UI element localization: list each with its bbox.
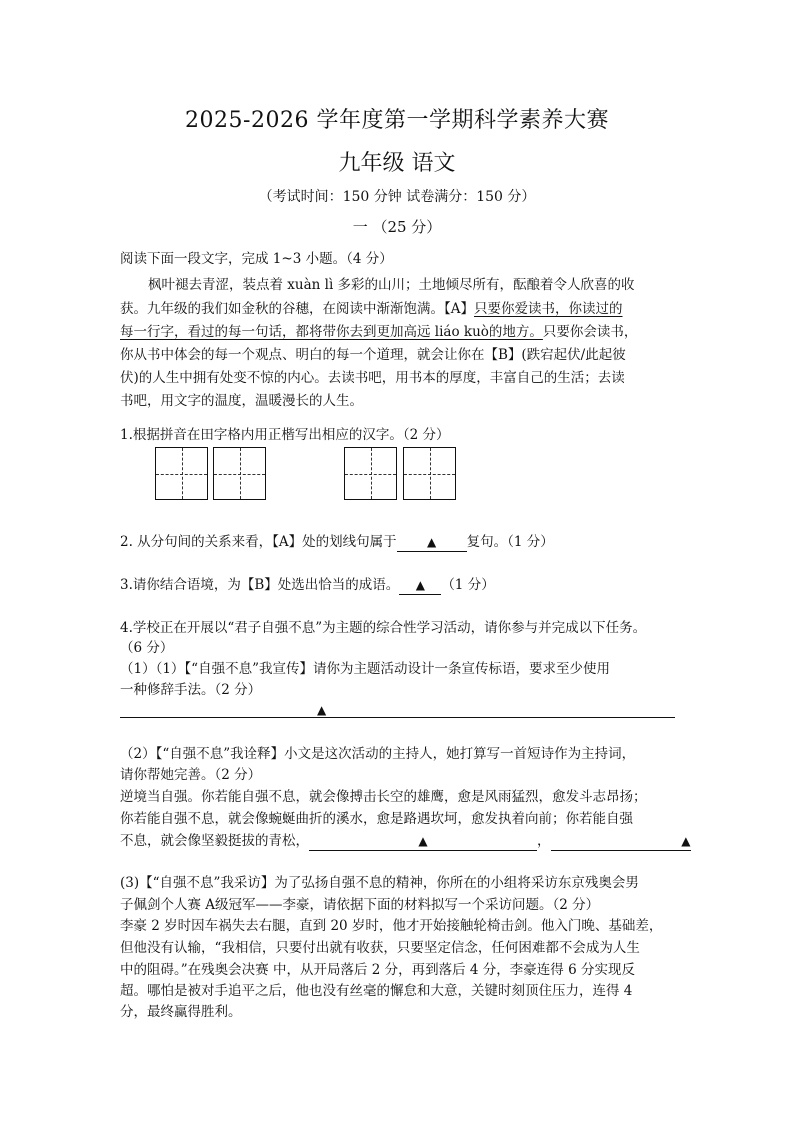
question-4-2-line-4: 你若能自强不息，就会像蜿蜒曲折的溪水，愈是路遇坎坷，愈发执着向前；你若能自强: [120, 811, 633, 827]
question-4-3-line-3: 李豪 2 岁时因车祸失去右腿，直到 20 岁时，他才开始接触轮椅击剑。他入门晚、基础差，: [120, 918, 663, 934]
question-4-3-line-4: 但他没有认输，“我相信，只要付出就有收获，只要坚定信念，任何困难都不会成为人生: [120, 940, 640, 956]
section-one-heading: 一 （25 分）: [352, 218, 442, 236]
question-3-blank[interactable]: [399, 576, 441, 595]
question-2-text: 2. 从分句间的关系来看，【A】处的划线句属于: [120, 534, 397, 550]
question-3-suffix: （1 分）: [441, 577, 495, 593]
answer-line-marker: ▲: [317, 703, 327, 717]
passage-underlined-a-2: 每一行字，看过的每一句话，都将带你去到更加高远 liáo kuò的地方。: [120, 324, 543, 340]
passage-line-4: 你从书中体会的每一个观点、明白的每一个道理，就会让你在【B】(跌宕起伏/此起彼: [120, 347, 626, 363]
question-4-3-line-2: 子佩剑个人赛 A级冠军——李豪，请依据下面的材料拟写一个采访问题。（2 分）: [120, 897, 600, 913]
exam-title: 2025-2026 学年度第一学期科学素养大赛: [185, 108, 609, 133]
passage-line-5: 伏)的人生中拥有处变不惊的内心。去读书吧，用书本的厚度，丰富自己的生活；去读: [120, 370, 625, 386]
tianzige-box-3[interactable]: [344, 447, 397, 500]
poem-blank-2[interactable]: [551, 832, 691, 851]
blank-marker: ▲: [427, 535, 437, 549]
exam-subtitle: 九年级 语文: [338, 151, 456, 176]
question-1: 1.根据拼音在田字格内用正楷写出相应的汉字。（2 分）: [120, 427, 450, 443]
tianzige-box-2[interactable]: [213, 447, 266, 500]
blank-comma: ，: [537, 833, 551, 849]
question-4-line-1: 4.学校正在开展以“君子自强不息”为主题的综合性学习活动，请你参与并完成以下任务。: [120, 620, 647, 636]
question-4-line-2: （6 分）: [120, 640, 174, 656]
passage-line-3: [120, 323, 637, 341]
passage-line-2-text: 获。九年级的我们如金秋的谷穗，在阅读中渐渐饱满。【A】: [120, 301, 474, 317]
blank-marker: ▲: [415, 578, 425, 592]
question-4-2-line-3: 逆境当自强。你若能自强不息，就会像搏击长空的雄鹰，愈是风雨猛烈，愈发斗志昂扬；: [120, 789, 647, 805]
exam-time-note: （考试时间：150 分钟 试卷满分：150 分）: [258, 189, 536, 205]
poem-blank-1[interactable]: [309, 832, 537, 851]
question-4-2-line-1: （2）【“自强不息”我诠释】小文是这次活动的主持人，她打算写一首短诗作为主持词，: [120, 746, 636, 762]
slogan-answer-line[interactable]: [120, 717, 675, 718]
passage-line-6: 书吧，用文字的温度，温暖漫长的人生。: [120, 393, 363, 409]
question-4-2-line-2: 请你帮她完善。（2 分）: [120, 767, 262, 783]
tianzige-box-4[interactable]: [403, 447, 456, 500]
tianzige-box-1[interactable]: [155, 447, 208, 500]
question-4-3-line-7: 分，最终赢得胜利。: [120, 1004, 242, 1020]
question-4-1-line-1: （1）（1）【“自强不息”我宣传】请你为主题活动设计一条宣传标语，要求至少使用: [120, 661, 610, 677]
passage-line-1: 枫叶褪去青涩，装点着 xuàn lì 多彩的山川；土地倾尽所有，酝酿着令人欣喜的收: [148, 277, 635, 293]
blank-marker: ▲: [418, 834, 428, 848]
question-2-suffix: 复句。（1 分）: [466, 534, 554, 550]
question-4-3-line-6: 超。哪怕是被对手追平之后，他也没有丝毫的懈怠和大意，关键时刻顶住压力，连得 4: [120, 983, 633, 999]
question-4-2-line-5-text: 不息，就会像坚毅挺拔的青松，: [120, 833, 309, 849]
question-4-2-line-5: [120, 832, 691, 851]
passage-line-3-rest: 只要你会读书，: [542, 324, 638, 340]
question-2-blank[interactable]: [397, 533, 467, 552]
question-3-text: 3.请你结合语境，为【B】处选出恰当的成语。: [120, 577, 400, 593]
question-4-3-line-5: 中的阻碍。”在残奥会决赛 中，从开局落后 2 分，再到落后 4 分，李豪连得 6 分实现反: [120, 962, 635, 978]
reading-instruction: 阅读下面一段文字，完成 1~3 小题。（4 分）: [120, 251, 393, 267]
question-2: [120, 533, 554, 552]
question-3: [120, 576, 495, 595]
blank-marker: ▲: [681, 834, 691, 848]
passage-line-2: [120, 300, 623, 318]
passage-underlined-a-1: 只要你爱读书，你读过的: [474, 301, 623, 317]
question-4-1-line-2: 一种修辞手法。（2 分）: [120, 682, 262, 698]
question-4-3-line-1: (3)【“自强不息”我采访】为了弘扬自强不息的精神，你所在的小组将采访东京残奥会男: [120, 875, 639, 891]
